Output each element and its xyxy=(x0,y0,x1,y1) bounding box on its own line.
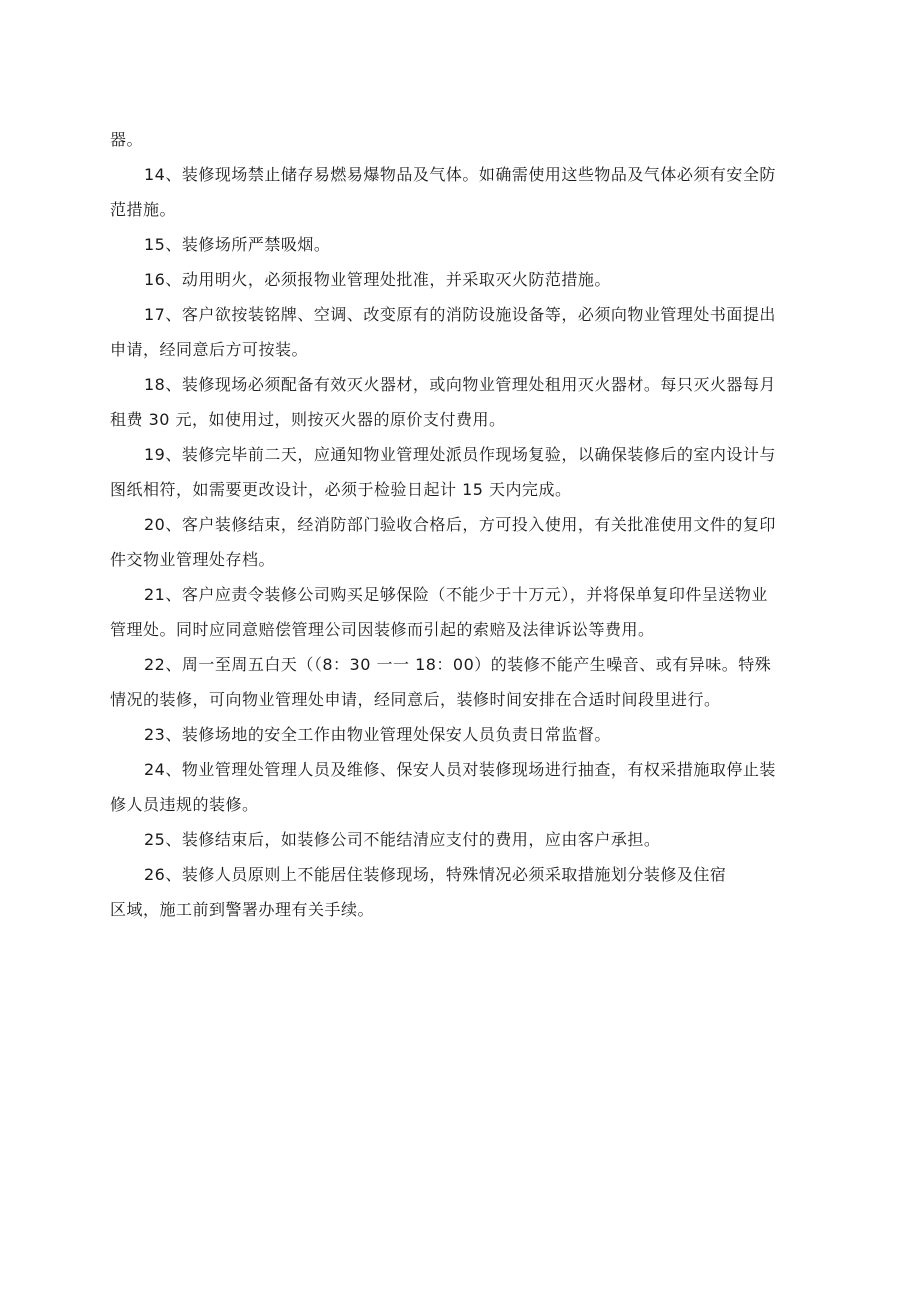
clause-15: 15、装修场所严禁吸烟。 xyxy=(144,235,331,254)
clause-24-line-2: 修人员违规的装修。 xyxy=(110,795,259,814)
clause-16: 16、动用明火，必须报物业管理处批准，并采取灭火防范措施。 xyxy=(144,270,611,289)
clause-20-line-1: 20、客户装修结束，经消防部门验收合格后，方可投入使用，有关批准使用文件的复印 xyxy=(144,515,776,534)
clause-22-line-1: 22、周一至周五白天（（8：30 一一 18：00）的装修不能产生噪音、或有异味。特殊 xyxy=(144,655,772,674)
clause-21-line-2: 管理处。同时应同意赔偿管理公司因装修而引起的索赔及法律诉讼等费用。 xyxy=(110,620,655,639)
clause-19-line-1: 19、装修完毕前二天，应通知物业管理处派员作现场复验，以确保装修后的室内设计与 xyxy=(144,445,776,464)
clause-26-line-1: 26、装修人员原则上不能居住装修现场，特殊情况必须采取措施划分装修及住宿 xyxy=(144,865,727,884)
clause-17-line-1: 17、客户欲按装铭牌、空调、改变原有的消防设施设备等，必须向物业管理处书面提出 xyxy=(144,305,776,324)
clause-22-line-2: 情况的装修，可向物业管理处申请，经同意后，装修时间安排在合适时间段里进行。 xyxy=(110,690,721,709)
clause-14-line-1: 14、装修现场禁止储存易燃易爆物品及气体。如确需使用这些物品及气体必须有安全防 xyxy=(144,165,776,184)
clause-18-line-2: 租费 30 元，如使用过，则按灭火器的原价支付费用。 xyxy=(110,410,506,429)
clause-17-line-2: 申请，经同意后方可按装。 xyxy=(110,340,309,359)
clause-20-line-2: 件交物业管理处存档。 xyxy=(110,550,276,569)
text-line: 器。 xyxy=(110,130,144,149)
clause-26-line-2: 区域，施工前到警署办理有关手续。 xyxy=(110,900,375,919)
clause-25: 25、装修结束后，如装修公司不能结清应支付的费用，应由客户承担。 xyxy=(144,830,661,849)
document-body xyxy=(110,122,800,927)
clause-21-line-1: 21、客户应责令装修公司购买足够保险（不能少于十万元），并将保单复印件呈送物业 xyxy=(144,585,768,604)
clause-23: 23、装修场地的安全工作由物业管理处保安人员负责日常监督。 xyxy=(144,725,611,744)
clause-14-line-2: 范措施。 xyxy=(110,200,177,219)
clause-18-line-1: 18、装修现场必须配备有效灭火器材，或向物业管理处租用灭火器材。每只灭火器每月 xyxy=(144,375,776,394)
clause-24-line-1: 24、物业管理处管理人员及维修、保安人员对装修现场进行抽查，有权采措施取停止装 xyxy=(144,760,776,779)
clause-19-line-2: 图纸相符，如需要更改设计，必须于检验日起计 15 天内完成。 xyxy=(110,480,572,499)
